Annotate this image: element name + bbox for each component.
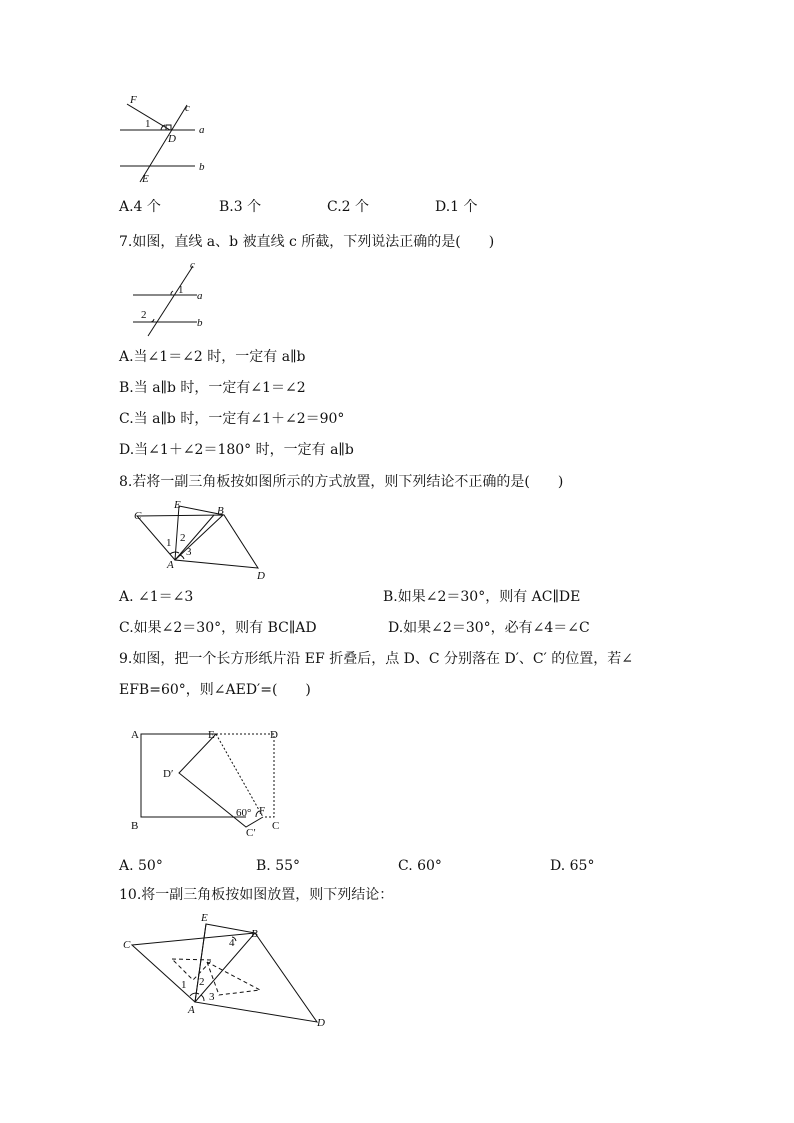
q6-label-E: E xyxy=(142,173,149,185)
q7-option-c: C.当 a∥b 时，一定有∠1＋∠2＝90° xyxy=(119,411,345,427)
q9-option-b: B. 55° xyxy=(256,858,301,874)
q8-option-c: C.如果∠2＝30°，则有 BC∥AD xyxy=(119,620,317,636)
q9-label-B: B xyxy=(131,820,139,832)
q10-stem: 10.将一副三角板按如图放置，则下列结论： xyxy=(119,887,394,903)
q8-angle-arc-3 xyxy=(180,555,184,559)
q8-label-D: D xyxy=(257,570,265,582)
q8-figure xyxy=(122,496,277,586)
q6-angle-arc xyxy=(161,125,165,130)
q9-rectangle-left xyxy=(141,734,246,817)
q7-label-c: c xyxy=(190,259,195,271)
q7-label-2: 2 xyxy=(141,309,147,321)
q9-option-d: D. 65° xyxy=(550,858,595,874)
q10-angle-arc-1 xyxy=(190,993,199,996)
q9-label-Dp: D′ xyxy=(163,768,174,780)
q7-label-1: 1 xyxy=(178,284,184,296)
q6-option-d: D.1 个 xyxy=(435,199,478,215)
q9-fold-line-ef xyxy=(216,734,266,817)
q9-stem-line1: 9.如图，把一个长方形纸片沿 EF 折叠后，点 D、C 分别落在 D′、C′ 的位置，若∠ xyxy=(119,651,633,667)
q10-label-D: D xyxy=(317,1017,325,1029)
q10-triangle-cba xyxy=(132,933,255,1002)
q6-option-a: A.4 个 xyxy=(119,199,161,215)
q8-option-b: B.如果∠2＝30°，则有 AC∥DE xyxy=(383,589,581,605)
q10-label-B: B xyxy=(251,928,258,940)
q10-label-4: 4 xyxy=(229,937,235,949)
q9-option-c: C. 60° xyxy=(398,858,442,874)
q10-label-C: C xyxy=(123,939,131,951)
q7-label-a: a xyxy=(197,290,203,302)
q6-option-c: C.2 个 xyxy=(327,199,370,215)
q8-label-C: C xyxy=(134,510,142,522)
q9-option-a: A. 50° xyxy=(119,858,163,874)
q8-stem: 8.若将一副三角板按如图所示的方式放置，则下列结论不正确的是( ) xyxy=(119,474,564,490)
q6-label-a: a xyxy=(199,124,205,136)
q9-label-A: A xyxy=(131,729,139,741)
q9-figure xyxy=(128,722,298,840)
q10-figure xyxy=(120,910,335,1030)
q8-label-E: E xyxy=(174,499,181,511)
q7-option-d: D.当∠1＋∠2＝180° 时，一定有 a∥b xyxy=(119,442,354,458)
q9-label-F: F xyxy=(259,805,266,817)
q10-label-A: A xyxy=(188,1004,195,1016)
q6-label-D: D xyxy=(168,133,176,145)
q7-angle1-arc xyxy=(171,291,173,295)
q9-label-D: D xyxy=(270,729,278,741)
q8-label-1: 1 xyxy=(166,537,172,549)
q9-label-60: 60° xyxy=(236,807,252,819)
q10-label-2: 2 xyxy=(199,976,205,988)
q7-figure xyxy=(125,258,220,343)
q9-label-E: E xyxy=(208,729,215,741)
q7-option-b: B.当 a∥b 时，一定有∠1＝∠2 xyxy=(119,380,306,396)
q8-option-d: D.如果∠2＝30°，必有∠4＝∠C xyxy=(388,620,590,636)
q8-label-2: 2 xyxy=(180,532,186,544)
q10-label-E: E xyxy=(201,912,208,924)
q9-rectangle-right-dotted xyxy=(216,734,274,817)
q8-label-3: 3 xyxy=(186,546,192,558)
q10-angle-arc-3 xyxy=(201,995,204,1001)
q8-label-B: B xyxy=(217,505,224,517)
q8-option-a: A. ∠1＝∠3 xyxy=(119,589,194,605)
q10-dashed-triangle-left xyxy=(172,959,212,980)
q7-option-a: A.当∠1＝∠2 时，一定有 a∥b xyxy=(119,349,306,365)
q7-label-b: b xyxy=(197,317,203,329)
q8-angle-arc-1 xyxy=(170,552,179,554)
q6-figure xyxy=(115,90,225,190)
q10-line-ae xyxy=(195,924,206,1002)
q7-line-c xyxy=(148,266,193,336)
q6-label-b: b xyxy=(199,161,205,173)
q6-label-1: 1 xyxy=(145,118,151,130)
q9-label-C: C xyxy=(272,820,280,832)
q7-stem: 7.如图，直线 a、b 被直线 c 所截，下列说法正确的是( ) xyxy=(119,234,495,250)
q9-stem-line2: EFB=60°，则∠AED′=( ) xyxy=(119,682,311,698)
q9-label-Cp: C′ xyxy=(246,827,256,839)
q10-label-3: 3 xyxy=(209,991,215,1003)
q10-label-1: 1 xyxy=(181,979,187,991)
q6-option-b: B.3 个 xyxy=(219,199,262,215)
q6-label-F: F xyxy=(130,94,137,106)
q8-label-A: A xyxy=(167,559,174,571)
q6-label-c: c xyxy=(185,102,190,114)
